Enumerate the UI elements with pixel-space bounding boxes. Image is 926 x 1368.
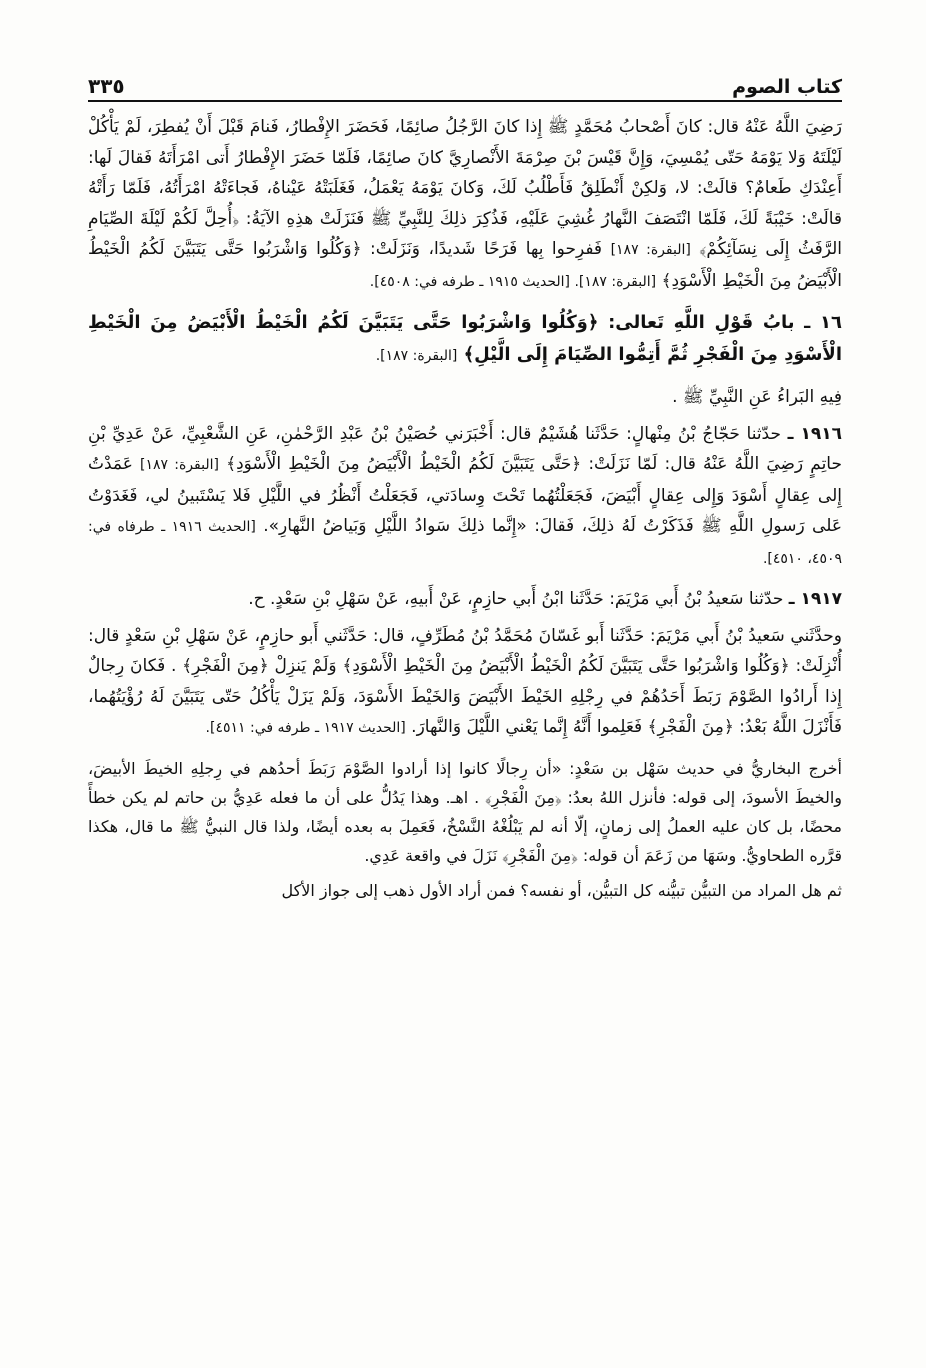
hadith-1917-number: ١٩١٧ ـ xyxy=(788,589,842,609)
chapter-16-number: ١٦ ـ xyxy=(804,312,842,333)
fihi-line: فِيهِ البَراءُ عَنِ النَّبِيِّ ﷺ . xyxy=(672,387,842,407)
hadith-1917 xyxy=(88,584,842,615)
hadith-1916-text: حدّثنا حَجّاجُ بْنُ مِنْهالٍ: حَدَّثَنا هُشَيْمٌ قال: أَخْبَرَني حُصَيْنُ بْنُ عَبْدِ الرَّحْمٰنِ، عَنِ الشَّعْبِيِّ، عَنْ عَدِيِّ بْنِ حاتِمٍ رَضِيَ اللَّهُ عَنْهُ قال: لَمّا نَزَلَتْ: ﴿حَتَّى يَتَبَيَّنَ لَكُمُ الْخَيْطُ الْأَبْيَضُ مِنَ الْخَيْطِ الْأَسْوَدِ﴾ xyxy=(88,423,842,474)
hadith-1917-text: حدّثنا سَعيدُ بْنُ أَبي مَرْيَمَ: حَدَّثَنا ابْنُ أَبي حازِمٍ، عَنْ أَبيهِ، عَنْ سَهْلِ بْنِ سَعْدٍ. ح. xyxy=(248,589,784,609)
hadith-1917-b-text: وحدَّثَني سَعيدُ بْنُ أَبي مَرْيَمَ: حَدَّثَنا أَبو غَسّانَ مُحَمَّدُ بْنُ مُطَرِّفٍ، قال: حَدَّثَني أَبو حازِمٍ، عَنْ سَهْلِ بْنِ سَعْدٍ قال: أُنْزِلَتْ: ﴿وَكُلُوا وَاشْرَبُوا حَتَّى يَتَبَيَّنَ لَكُمُ الْخَيْطُ الْأَبْيَضُ مِنَ الْخَيْطِ الْأَسْوَدِ﴾ وَلَمْ يَنزِلْ ﴿مِنَ الْفَجْرِ﴾ . فَكانَ رِجالٌ إِذا أَرادُوا الصَّوْمَ رَبَطَ أَحَدُهُمْ في رِجْلِهِ الخَيْطَ الأَبْيَضَ وَالخَيْطَ الأَسْوَدَ، وَلَمْ يَزَلْ يَأْكُلُ حَتّى يَتَبَيَّنَ لَهُ رُؤْيَتُهُما، فَأَنْزَلَ اللَّهُ بَعْدُ: ﴿مِنَ الْفَجْرِ﴾ فَعَلِموا أَنَّهُ إِنَّما يَعْني اللَّيْلَ وَالنَّهارَ. xyxy=(88,625,842,737)
hadith-1916-ref1: [البقرة: ١٨٧] xyxy=(140,457,219,473)
hadith-1916-ref2: [الحديث ١٩١٦ ـ طرفاه في: ٤٥٠٩، ٤٥١٠]. xyxy=(88,519,842,567)
hadith-1917-ref: [الحديث ١٩١٧ ـ طرفه في: ٤٥١١]. xyxy=(205,720,406,736)
hadith-1915-text: رَضِيَ اللَّهُ عَنْهُ قال: كانَ أَصْحابُ مُحَمَّدٍ ﷺ إِذا كانَ الرَّجُلُ صائِمًا، فَحَضَرَ الإِفْطارُ، فَنامَ قَبْلَ أَنْ يُفطِرَ، لَمْ يَأْكُلْ لَيْلَتَهُ وَلا يَوْمَهُ حَتّى يُمْسِيَ، وَإِنَّ قَيْسَ بْنَ صِرْمَةَ الأَنْصارِيَّ كانَ صائِمًا، فَلَمّا حَضَرَ الإِفْطارُ أَتى امْرَأَتَهُ فَقالَ لَها: أَعِنْدَكِ طَعامٌ؟ قالَتْ: لا، وَلكِنْ أَنْطَلِقُ فَأَطْلُبُ لَكَ، وَكانَ يَوْمَهُ يَعْمَلُ، فَغَلَبَتْهُ عَيْناهُ، فَجاءَتْهُ امْرَأَتُهُ، فَلَمّا رَأَتْهُ قالَتْ: خَيْبَةً لَكَ، فَلَمّا انْتَصَفَ النَّهارُ غُشِيَ عَلَيْهِ، فَذُكِرَ ذلِكَ لِلنَّبِيِّ ﷺ فَنَزَلَتْ هذِهِ الآيَةُ: ﴿أُحِلَّ لَكُمْ لَيْلَةَ الصِّيَامِ الرَّفَثُ إِلَى نِسَآئِكُمْ﴾ xyxy=(88,117,843,259)
hadith-1915 xyxy=(88,112,842,297)
running-title: كتاب الصوم xyxy=(732,76,842,98)
chapter-16-title: بابُ قَوْلِ اللَّهِ تَعالى: ﴿وَكُلُوا وَاشْرَبُوا حَتَّى يَتَبَيَّنَ لَكُمُ الْخَيْطُ الْأَبْيَضُ مِنَ الْخَيْطِ الْأَسْوَدِ مِنَ الْفَجْرِ ثُمَّ أَتِمُّوا الصِّيَامَ إِلَى الَّيْلِ﴾ xyxy=(88,312,842,365)
chapter-16-ref: [البقرة: ١٨٧]. xyxy=(375,348,458,364)
page-number: ٣٣٥ xyxy=(88,74,125,98)
page-header xyxy=(88,52,842,98)
commentary-paragraph-2: ثم هل المراد من التبيُّن تبيُّنه كل التبيُّن، أو نفسه؟ فمن أراد الأول ذهب إلى جواز الأكل xyxy=(281,880,842,900)
header-rule xyxy=(88,100,842,102)
commentary-paragraph-1: أخرج البخاريُّ في حديث سَهْل بن سَعْدٍ: «أن رِجالًا كانوا إذا أرادوا الصَّوْمَ رَبَطَ أحدُهم في رِجلِهِ الخيطَ الأبيضَ، والخيطَ الأسودَ، إلى قوله: فأنزل اللهُ بعدُ: ﴿مِنَ الْفَجْرِ﴾ . اهـ. وهذا يَدُلُّ على أن ما فعله عَدِيُّ بن حاتم لم يكن خطأً محضًا، بل كان عليه العملُ إلى زمانٍ، إلّا أنه لم يَبْلُغْهُ النَّسْخُ، فَعَمِلَ به بعده أيضًا، ولذا قال النبيُّ ﷺ ما قال، هكذا قرَّره الطحاويُّ. وسَهَا من زَعَمَ أن قوله: ﴿مِنَ الْفَجْرِ﴾ نَزَلَ في واقعة عَدِي. xyxy=(88,758,842,865)
chapter-16-heading xyxy=(88,307,842,372)
hadith-1915-ref2: [البقرة: ١٨٧]. [الحديث ١٩١٥ ـ طرفه في: ٤٥٠٨]. xyxy=(369,273,657,290)
hadith-1916 xyxy=(88,419,842,575)
hadith-1917-second-chain xyxy=(88,621,842,744)
hadith-1915-cont: فَفرِحوا بِها فَرَحًا شَديدًا، وَنَزَلَتْ: ﴿وَكُلُوا وَاشْرَبُوا حَتَّى يَتَبَيَّنَ لَكُمُ الْخَيْطُ الْأَبْيَضُ مِنَ الْخَيْطِ الْأَسْوَدِ﴾ xyxy=(88,239,842,291)
hadith-1916-cont: عَمَدْتُ إِلى عِقالٍ أَسْوَدَ وَإِلى عِقالٍ أَبْيَضَ، فَجَعَلْتُهُما تَحْتَ وِسادَتي، فَجَعَلْتُ أَنْظُرُ في اللَّيْلِ فَلا يَسْتَبينُ لي، فَغَدَوْتُ عَلى رَسولِ اللَّهِ ﷺ فَذَكَرْتُ لَهُ ذلِكَ، فَقالَ: «إِنَّما ذلِكَ سَوادُ اللَّيْلِ وَبَياضُ النَّهارِ». xyxy=(88,454,842,536)
hadith-1915-ref1: [البقرة: ١٨٧] xyxy=(610,242,691,258)
hadith-1916-number: ١٩١٦ ـ xyxy=(787,423,843,444)
